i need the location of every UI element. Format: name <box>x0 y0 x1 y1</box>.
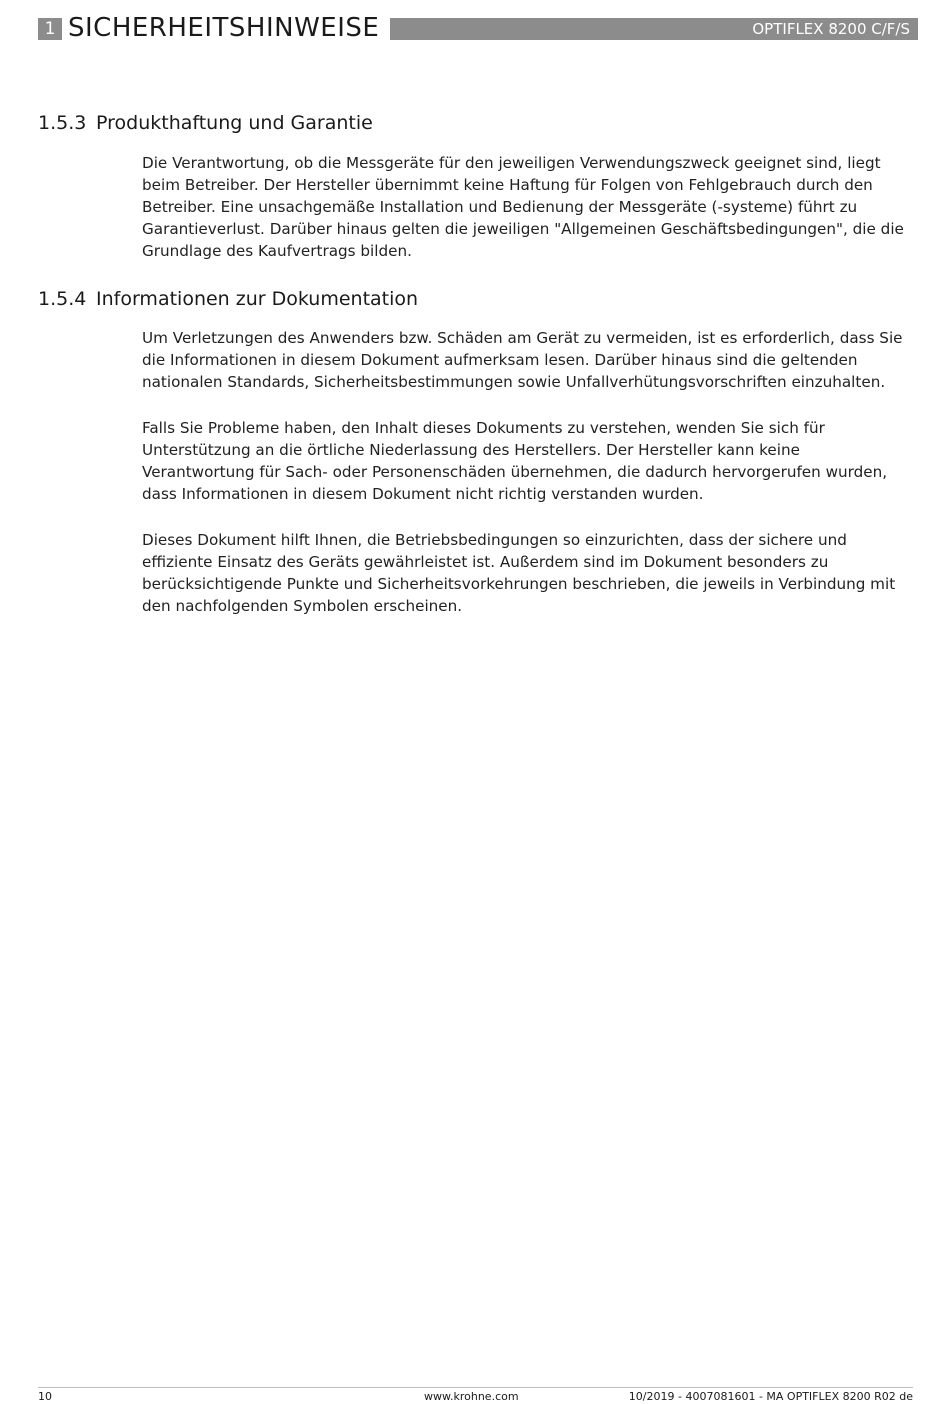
section-number: 1.5.4 <box>38 288 87 310</box>
chapter-title: SICHERHEITSHINWEISE <box>68 13 380 43</box>
document-reference: 10/2019 - 4007081601 - MA OPTIFLEX 8200 R02 de <box>628 1390 913 1403</box>
page-number: 10 <box>38 1390 52 1403</box>
page-footer <box>38 1390 913 1404</box>
section-body <box>38 152 910 262</box>
website-link[interactable]: www.krohne.com <box>424 1390 519 1403</box>
footer-divider <box>38 1387 913 1388</box>
paragraph: Dieses Dokument hilft Ihnen, die Betriebsbedingungen so einzurichten, dass der sichere und effiziente Einsatz des Geräts gewährleistet ist. Außerdem sind im Dokument besonders zu berücksichtigende Punkte und Sicherheitsvorkehrungen beschrieben, die jeweils in Verbindung mit den nachfolgenden Symbolen erscheinen. <box>142 531 896 615</box>
paragraph: Die Verantwortung, ob die Messgeräte für den jeweiligen Verwendungszweck geeignet sind, liegt beim Betreiber. Der Hersteller übernimmt keine Haftung für Folgen von Fehlgebrauch durch den Betreiber. Eine unsachgemäße Installation und Bedienung der Messgeräte (-systeme) führt zu Garantieverlust. Darüber hinaus gelten die jeweiligen "Allgemeinen Geschäftsbedingungen", die die Grundlage des Kaufvertrags bilden. <box>142 154 904 260</box>
section-number: 1.5.3 <box>38 112 87 134</box>
section-product-liability <box>38 111 910 286</box>
section-heading <box>38 287 910 311</box>
paragraph: Um Verletzungen des Anwenders bzw. Schäden am Gerät zu vermeiden, ist es erforderlich, dass Sie die Informationen in diesem Dokument aufmerksam lesen. Darüber hinaus sind die geltenden nationalen Standards, Sicherheitsbestimmungen sowie Unfallverhütungsvorschriften einzuhalten. <box>142 329 903 391</box>
chapter-number: 1 <box>38 18 62 40</box>
section-title: Produkthaftung und Garantie <box>96 112 373 134</box>
section-documentation-info <box>38 287 910 641</box>
product-name: OPTIFLEX 8200 C/F/S <box>752 20 910 38</box>
product-bar <box>390 18 918 40</box>
section-heading <box>38 111 910 135</box>
section-body <box>38 327 910 617</box>
section-title: Informationen zur Dokumentation <box>96 288 419 310</box>
paragraph: Falls Sie Probleme haben, den Inhalt dieses Dokuments zu verstehen, wenden Sie sich für Unterstützung an die örtliche Niederlassung des Herstellers. Der Hersteller kann keine Verantwortung für Sach- oder Personenschäden übernehmen, die dadurch hervorgerufen wurden, dass Informationen in diesem Dokument nicht richtig verstanden wurden. <box>142 419 888 503</box>
page-header <box>38 14 918 44</box>
